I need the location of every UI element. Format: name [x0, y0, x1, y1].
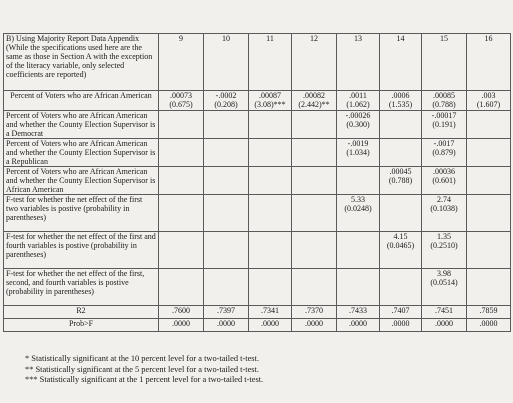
- coefficient-cell: [380, 195, 422, 232]
- statistic-value: (0.0465): [386, 241, 415, 250]
- row-label: Percent of Voters who are African American: [4, 91, 159, 111]
- section-title: B) Using Majority Report Data Appendix (While the specifications used here are the same as those in Section A with the exception of the literacy variable, only selected coefficients are reported): [4, 34, 159, 91]
- coefficient-cell: [292, 269, 337, 306]
- table-row: [4, 232, 511, 269]
- coefficient-value: -.00026: [345, 111, 371, 120]
- fit-value: .7341: [249, 306, 292, 319]
- coefficient-cell: [204, 91, 249, 111]
- fit-value: .0000: [467, 319, 511, 332]
- row-label: Percent of Voters who are African American and whether the County Election Supervisor is a Republican: [4, 139, 159, 167]
- footnote: *** Statistically significant at the 1 percent level for a two-tailed t-test.: [25, 375, 264, 384]
- column-header: 12: [292, 34, 337, 91]
- coefficient-value: -.00017: [431, 111, 457, 120]
- column-header: 11: [249, 34, 292, 91]
- coefficient-cell: [380, 269, 422, 306]
- coefficient-value: .00087: [259, 91, 281, 100]
- coefficient-cell: [467, 139, 511, 167]
- table-row: [4, 269, 511, 306]
- statistic-value: (3.08)***: [254, 100, 286, 109]
- fit-value: .0000: [249, 319, 292, 332]
- coefficient-value: -.0019: [347, 139, 369, 148]
- r2-row: [4, 306, 511, 319]
- coefficient-cell: [292, 111, 337, 139]
- coefficient-value: 3.98: [437, 269, 451, 278]
- fit-value: .0000: [292, 319, 337, 332]
- coefficient-cell: [337, 91, 380, 111]
- coefficient-cell: [380, 167, 422, 195]
- coefficient-cell: [292, 195, 337, 232]
- coefficient-value: 1.35: [437, 232, 451, 241]
- coefficient-cell: [422, 232, 467, 269]
- statistic-value: (0.1038): [430, 204, 458, 213]
- fit-value: .7451: [422, 306, 467, 319]
- coefficient-cell: [337, 269, 380, 306]
- coefficient-cell: [249, 269, 292, 306]
- column-header: 10: [204, 34, 249, 91]
- row-label: F-test for whether the net effect of the first, second, and fourth variables is postive (probability in parentheses): [4, 269, 159, 306]
- coefficient-cell: [249, 195, 292, 232]
- statistic-value: (0.788): [388, 176, 413, 185]
- table-row: [4, 195, 511, 232]
- prob-f-row: [4, 319, 511, 332]
- coefficient-cell: [159, 167, 204, 195]
- coefficient-cell: [159, 269, 204, 306]
- statistic-value: (1.607): [476, 100, 501, 109]
- fit-value: .7397: [204, 306, 249, 319]
- statistic-value: (0.2510): [430, 241, 458, 250]
- fit-value: .0000: [204, 319, 249, 332]
- coefficient-cell: [467, 232, 511, 269]
- coefficient-cell: [159, 91, 204, 111]
- table-row: [4, 111, 511, 139]
- statistic-value: (0.788): [432, 100, 456, 109]
- statistic-value: (1.034): [346, 148, 370, 157]
- coefficient-cell: [467, 91, 511, 111]
- fit-value: .7433: [337, 306, 380, 319]
- coefficient-cell: [159, 232, 204, 269]
- coefficient-value: .00036: [433, 167, 455, 176]
- coefficient-cell: [337, 167, 380, 195]
- coefficient-cell: [467, 195, 511, 232]
- coefficient-cell: [422, 269, 467, 306]
- statistic-value: (0.601): [432, 176, 456, 185]
- coefficient-value: .00082: [303, 91, 325, 100]
- coefficient-value: .0006: [391, 91, 410, 100]
- coefficient-cell: [337, 232, 380, 269]
- coefficient-value: .00045: [389, 167, 412, 176]
- coefficient-value: .00073: [170, 91, 192, 100]
- coefficient-cell: [204, 195, 249, 232]
- coefficient-cell: [204, 269, 249, 306]
- row-label: Prob>F: [4, 319, 159, 332]
- coefficient-cell: [380, 139, 422, 167]
- coefficient-cell: [249, 111, 292, 139]
- regression-table: [3, 33, 511, 332]
- coefficient-cell: [422, 167, 467, 195]
- coefficient-cell: [292, 167, 337, 195]
- coefficient-value: -.0017: [433, 139, 455, 148]
- statistic-value: (0.0248): [344, 204, 372, 213]
- coefficient-cell: [204, 139, 249, 167]
- table-row: [4, 167, 511, 195]
- coefficient-cell: [467, 111, 511, 139]
- coefficient-value: .0011: [349, 91, 367, 100]
- coefficient-cell: [249, 167, 292, 195]
- coefficient-value: 5.33: [351, 195, 365, 204]
- coefficient-cell: [249, 91, 292, 111]
- fit-value: .0000: [380, 319, 422, 332]
- row-label: Percent of Voters who are African American and whether the County Election Supervisor is a Democrat: [4, 111, 159, 139]
- coefficient-cell: [292, 232, 337, 269]
- statistic-value: (0.0514): [430, 278, 458, 287]
- statistic-value: (1.535): [388, 100, 413, 109]
- coefficient-cell: [249, 139, 292, 167]
- coefficient-cell: [380, 91, 422, 111]
- column-header: 14: [380, 34, 422, 91]
- statistic-value: (0.879): [432, 148, 456, 157]
- coefficient-value: -.0002: [215, 91, 237, 100]
- coefficient-cell: [422, 111, 467, 139]
- statistic-value: (1.062): [346, 100, 370, 109]
- footnotes: [25, 354, 263, 386]
- row-label: R2: [4, 306, 159, 319]
- row-label: F-test for whether the net effect of the first two variables is postive (probability in parentheses): [4, 195, 159, 232]
- coefficient-cell: [292, 139, 337, 167]
- coefficient-cell: [422, 195, 467, 232]
- column-header: 13: [337, 34, 380, 91]
- row-label: Percent of Voters who are African American and whether the County Election Supervisor is African American: [4, 167, 159, 195]
- fit-value: .0000: [337, 319, 380, 332]
- footnote: * Statistically significant at the 10 percent level for a two-tailed t-test.: [25, 354, 259, 363]
- coefficient-cell: [380, 232, 422, 269]
- coefficient-cell: [204, 232, 249, 269]
- coefficient-cell: [337, 195, 380, 232]
- row-label: F-test for whether the net effect of the first and fourth variables is postive (probability in parentheses): [4, 232, 159, 269]
- column-header: 9: [159, 34, 204, 91]
- coefficient-value: .003: [481, 91, 496, 100]
- coefficient-value: 4.15: [393, 232, 408, 241]
- column-header: 15: [422, 34, 467, 91]
- coefficient-cell: [422, 139, 467, 167]
- coefficient-cell: [337, 139, 380, 167]
- footnote: ** Statistically significant at the 5 percent level for a two-tailed t-test.: [25, 364, 259, 374]
- fit-value: .7859: [467, 306, 511, 319]
- coefficient-cell: [204, 111, 249, 139]
- fit-value: .7407: [380, 306, 422, 319]
- statistic-value: (0.300): [346, 120, 370, 129]
- statistic-value: (0.675): [169, 100, 193, 109]
- fit-value: .7600: [159, 306, 204, 319]
- coefficient-cell: [204, 167, 249, 195]
- fit-value: .7370: [292, 306, 337, 319]
- coefficient-cell: [159, 195, 204, 232]
- table-row: [4, 91, 511, 111]
- coefficient-cell: [292, 91, 337, 111]
- column-header: 16: [467, 34, 511, 91]
- coefficient-cell: [422, 91, 467, 111]
- fit-value: .0000: [422, 319, 467, 332]
- coefficient-cell: [337, 111, 380, 139]
- coefficient-value: .00085: [433, 91, 455, 100]
- coefficient-cell: [249, 232, 292, 269]
- coefficient-value: 2.74: [437, 195, 451, 204]
- coefficient-cell: [380, 111, 422, 139]
- header-row: [4, 34, 511, 91]
- coefficient-cell: [467, 167, 511, 195]
- fit-value: .0000: [159, 319, 204, 332]
- coefficient-cell: [159, 139, 204, 167]
- statistic-value: (0.208): [214, 100, 238, 109]
- coefficient-cell: [467, 269, 511, 306]
- statistic-value: (0.191): [432, 120, 456, 129]
- table-row: [4, 139, 511, 167]
- statistic-value: (2.442)**: [298, 100, 330, 109]
- coefficient-cell: [159, 111, 204, 139]
